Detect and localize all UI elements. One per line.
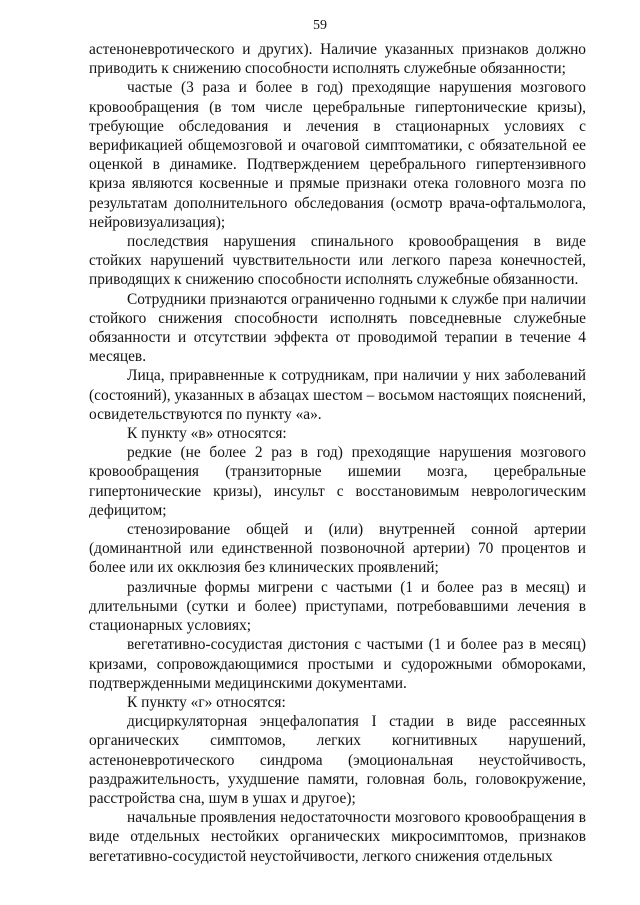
- paragraph: редкие (не более 2 раз в год) преходящие нарушения мозгового кровообращения (транзиторные ишемии мозга, церебральные гипертонические кризы), инсульт с восстановимым неврологическим дефицитом;: [89, 444, 586, 519]
- paragraph: К пункту «г» относятся:: [127, 693, 286, 711]
- paragraph: различные формы мигрени с частыми (1 и более раз в месяц) и длительными (сутки и более) приступами, потребовавшими лечения в стационарных условиях;: [89, 578, 586, 635]
- paragraph: вегетативно-сосудистая дистония с частыми (1 и более раз в месяц) кризами, сопровождающимися простыми и судорожными обмороками, подтвержденными медицинскими документами.: [89, 636, 586, 692]
- page-number: 59: [313, 18, 327, 33]
- paragraph: К пункту «в» относятся:: [127, 425, 287, 443]
- paragraph: астеноневротического и других). Наличие указанных признаков должно приводить к снижению способности исполнять служебные обязанности;: [89, 41, 586, 78]
- paragraph: стенозирование общей и (или) внутренней сонной артерии (доминантной или единственной позвоночной артерии) 70 процентов и более или их окклюзия без клинических проявлений;: [89, 521, 586, 577]
- paragraph: начальные проявления недостаточности мозгового кровообращения в виде отдельных нестойких органических микросимптомов, признаков вегетативно-сосудистой неустойчивости, легкого снижения отдельных: [89, 809, 586, 865]
- paragraph: Лица, приравненные к сотрудникам, при наличии у них заболеваний (состояний), указанных в абзацах шестом – восьмом настоящих пояснений, освидетельствуются по пункту «а».: [89, 367, 586, 423]
- paragraph: Сотрудники признаются ограниченно годными к службе при наличии стойкого снижения способности исполнять повседневные служебные обязанности и отсутствии эффекта от проводимой терапии в течение 4 месяцев.: [89, 290, 586, 366]
- paragraph: последствия нарушения спинального кровообращения в виде стойких нарушений чувствительности или легкого пареза конечностей, приводящих к снижению способности исполнять служебные обязанности.: [89, 233, 586, 289]
- paragraph: дисциркуляторная энцефалопатия I стадии в виде рассеянных органических симптомов, легких когнитивных нарушений, астеноневротического синдрома (эмоциональная неустойчивость, раздражительность, ухудшение памяти, головная боль, головокружение, расстройства сна, шум в ушах и другое);: [89, 713, 586, 807]
- paragraph: частые (3 раза и более в год) преходящие нарушения мозгового кровообращения (в том числе церебральные гипертонические кризы), требующие обследования и лечения в стационарных условиях с верификацией общемозговой и очаговой симптоматики, с обязательной ее оценкой в динамике. Подтверждением церебрального гипертензивного криза являются косвенные и прямые признаки отека головного мозга по результатам дополнительного обследования (осмотр врача-офтальмолога, нейровизуализация);: [89, 79, 586, 231]
- document-body: [89, 40, 586, 866]
